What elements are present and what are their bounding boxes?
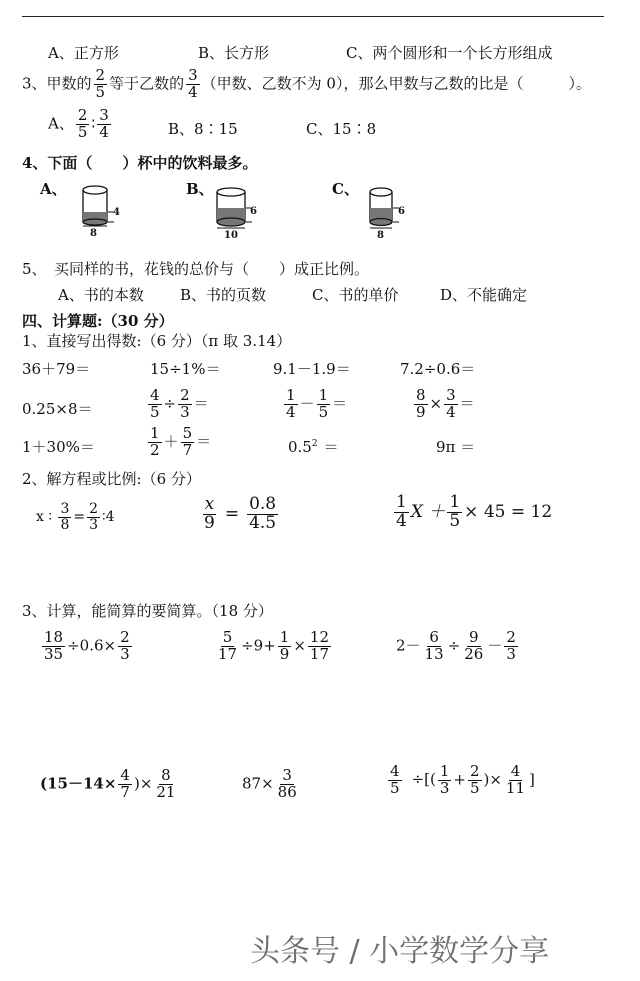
calc-c5: 87× $\frac{3}{86}$ xyxy=(242,766,297,801)
q5-option-c: C、书的单价 xyxy=(312,286,399,304)
equation-1: x ∶ $\frac{3}{8}$ = $\frac{2}{3}$ ∶4 xyxy=(36,501,115,533)
cup-c-height: 6 xyxy=(398,206,405,217)
fraction: $\frac{3}{4}$ xyxy=(188,66,198,101)
q4-label-a: A、 xyxy=(40,180,67,198)
cup-c-width: 8 xyxy=(377,230,384,241)
q5-option-a: A、书的本数 xyxy=(58,286,144,304)
calc-r1-c: 9.1－1.9＝ xyxy=(273,360,351,378)
part2-heading: 2、解方程或比例:（6 分） xyxy=(22,470,201,488)
part3-heading: 3、计算，能简算的要简算。（18 分） xyxy=(22,602,273,620)
calc-r1-a: 36＋79＝ xyxy=(22,360,91,378)
calc-c3: 2－ $\frac{6}{13}$ ÷ $\frac{9}{26}$ － $\frac{2}{3}$ xyxy=(396,628,516,663)
calc-r3-c: $0.5^2$ ＝ xyxy=(288,438,339,456)
cup-a-width: 8 xyxy=(90,228,97,239)
cup-b-width: 10 xyxy=(224,230,238,241)
q5-option-b: B、书的页数 xyxy=(180,286,267,304)
part1-heading: 1、直接写出得数:（6 分）（π 取 3.14） xyxy=(22,332,292,350)
calc-r3-d: 9π ＝ xyxy=(436,438,476,456)
q2-option-b: B、长方形 xyxy=(198,44,270,62)
q4-label-b: B、 xyxy=(186,180,214,198)
q3-stem: 3、甲数的 $\frac{2}{5}$ 等于乙数的 $\frac{3}{4}$ （甲数、乙数不为 0），那么甲数与乙数的比是（ ）。 xyxy=(22,66,591,101)
cup-c-icon xyxy=(369,186,413,242)
section4-title: 四、计算题:（30 分） xyxy=(22,312,174,330)
q2-option-c: C、两个圆形和一个长方形组成 xyxy=(346,44,553,62)
cup-a-height: 4 xyxy=(113,207,120,218)
calc-r2-b: $\frac{4}{5}$ ÷ $\frac{2}{3}$ ＝ xyxy=(150,386,209,421)
equation-2: $\frac{x}{9}$ = $\frac{0.8}{4.5}$ xyxy=(204,494,277,533)
calc-r2-d: $\frac{8}{9}$ × $\frac{3}{4}$ ＝ xyxy=(416,386,475,421)
equation-3: $\frac{1}{4}$ X ＋ $\frac{1}{5}$ × 45 = 12 xyxy=(396,492,553,531)
q4-label-c: C、 xyxy=(332,180,359,198)
fraction: $\frac{2}{5}$ xyxy=(95,66,106,101)
watermark: 头条号 / 小学数学分享 xyxy=(250,934,550,969)
q5-option-d: D、不能确定 xyxy=(440,286,528,304)
calc-r1-b: 15÷1%＝ xyxy=(150,360,221,378)
calc-c1: $\frac{18}{35}$ ÷0.6× $\frac{2}{3}$ xyxy=(44,628,130,663)
calc-r3-a: 1＋30%＝ xyxy=(22,438,95,456)
top-rule xyxy=(22,16,604,17)
q3-option-b: B、8∶15 xyxy=(168,120,238,138)
q4-stem: 4、下面（ ）杯中的饮料最多。 xyxy=(22,154,258,172)
calc-c6: $\frac{4}{5}$ ÷[( $\frac{1}{3}$ + $\frac{2}{5}$ )× $\frac{4}{11}$ ] xyxy=(390,762,535,797)
calc-r3-b: $\frac{1}{2}$ ＋ $\frac{5}{7}$ ＝ xyxy=(150,424,212,459)
q3-option-a: A、 $\frac{2}{5}$ ∶ $\frac{3}{4}$ xyxy=(48,106,109,141)
calc-r1-d: 7.2÷0.6＝ xyxy=(400,360,476,378)
calc-c2: $\frac{5}{17}$ ÷9+ $\frac{1}{9}$ × $\frac{12}{17}$ xyxy=(218,628,329,663)
calc-r2-c: $\frac{1}{4}$ － $\frac{1}{5}$ ＝ xyxy=(286,386,348,421)
q3-option-c: C、15∶8 xyxy=(306,120,377,138)
calc-c4: (15－14× $\frac{4}{7}$ )× $\frac{8}{21}$ xyxy=(40,766,176,801)
q2-option-a: A、正方形 xyxy=(48,44,119,62)
calc-r2-a: 0.25×8＝ xyxy=(22,400,93,418)
q5-stem: 5、 买同样的书，花钱的总价与（ ）成正比例。 xyxy=(22,260,370,278)
cup-b-height: 6 xyxy=(250,206,257,217)
